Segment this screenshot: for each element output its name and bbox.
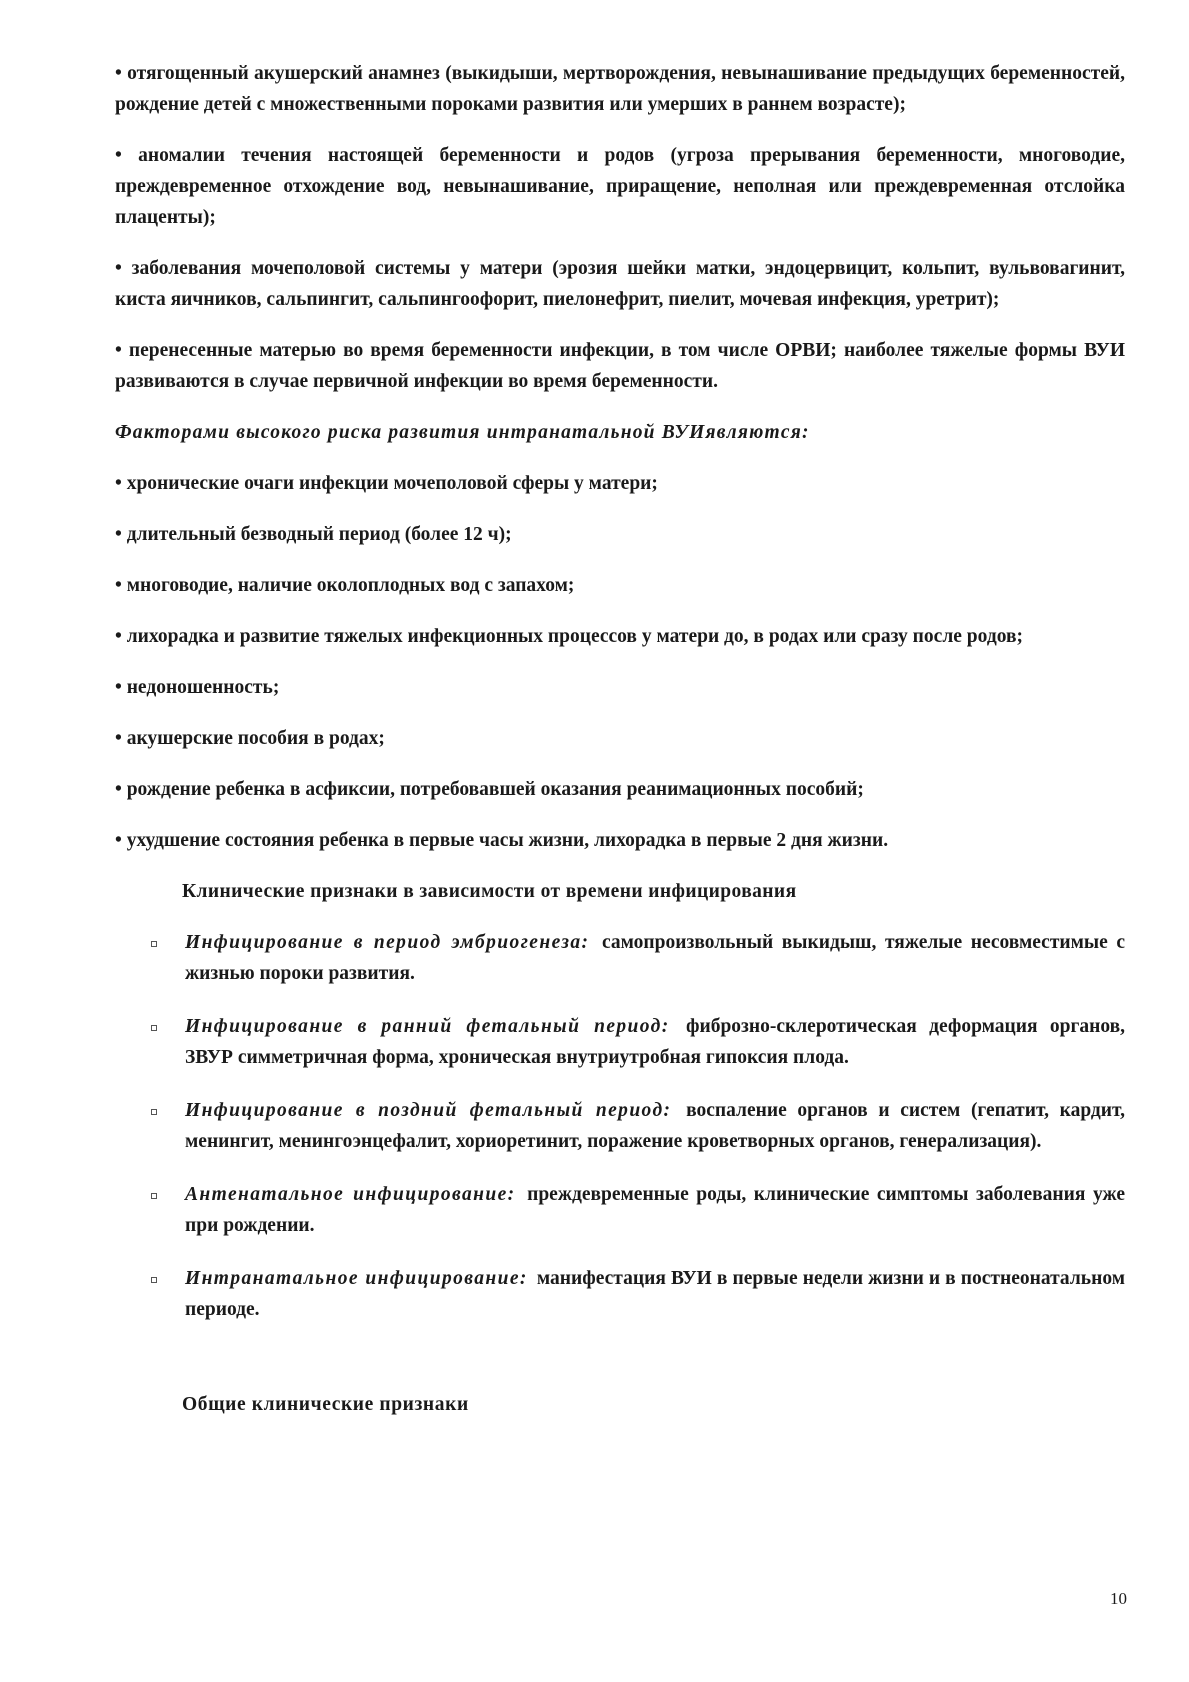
clinical-sign-desc: фиброзно-склеротическая деформация органов, ЗВУР симметричная форма, хроническая внутриутробная гипоксия плода. — [185, 1016, 1125, 1068]
intranatal-factor-item: • лихорадка и развитие тяжелых инфекционных процессов у матери до, в родах или сразу после родов; — [115, 626, 1023, 647]
clinical-sign-desc: манифестация ВУИ в первые недели жизни и в постнеонатальном периоде. — [185, 1268, 1126, 1320]
clinical-sign-text — [185, 1095, 1125, 1157]
square-bullet-icon — [151, 941, 157, 947]
risk-factor-paragraph: • отягощенный акушерский анамнез (выкидыши, мертворождения, невынашивание предыдущих беременностей, рождение детей с множественными пороками развития или умерших в раннем возрасте); — [115, 63, 1125, 115]
square-bullet-icon — [151, 1277, 157, 1283]
general-signs-heading: Общие клинические признаки — [182, 1394, 469, 1415]
clinical-sign-item — [115, 927, 1125, 989]
clinical-sign-desc: самопроизвольный выкидыш, тяжелые несовместимые с жизнью пороки развития. — [185, 932, 1126, 984]
clinical-sign-item — [115, 1095, 1125, 1157]
intranatal-factor-item: • ухудшение состояния ребенка в первые часы жизни, лихорадка в первые 2 дня жизни. — [115, 830, 889, 851]
intranatal-factor-item: • рождение ребенка в асфиксии, потребовавшей оказания реанимационных пособий; — [115, 779, 864, 800]
intranatal-factor-item: • хронические очаги инфекции мочеполовой сферы у матери; — [115, 473, 658, 494]
intranatal-intro: Факторами высокого риска развития интранатальной ВУИявляются: — [115, 422, 810, 443]
clinical-sign-lead: Инфицирование в период эмбриогенеза: — [185, 932, 590, 953]
clinical-sign-item — [115, 1179, 1125, 1241]
clinical-signs-list — [115, 927, 1125, 1325]
page-number: 10 — [1110, 1589, 1127, 1608]
square-bullet-icon — [151, 1109, 157, 1115]
clinical-sign-item — [115, 1263, 1125, 1325]
square-bullet-icon — [151, 1193, 157, 1199]
clinical-sign-lead: Антенатальное инфицирование: — [185, 1184, 516, 1205]
clinical-sign-desc: воспаление органов и систем (гепатит, кардит, менингит, менингоэнцефалит, хориоретинит, поражение кроветворных органов, генерализация). — [185, 1100, 1125, 1152]
intranatal-factor-item: • длительный безводный период (более 12 ч); — [115, 524, 512, 545]
intranatal-factor-item: • многоводие, наличие околоплодных вод с запахом; — [115, 575, 575, 596]
risk-factor-paragraph: • аномалии течения настоящей беременности и родов (угроза прерывания беременности, многоводие, преждевременное отхождение вод, невынашивание, приращение, неполная или преждевременная отслойка плаценты); — [115, 145, 1125, 228]
clinical-sign-text — [185, 1263, 1125, 1325]
clinical-sign-text — [185, 1179, 1125, 1241]
clinical-signs-heading: Клинические признаки в зависимости от времени инфицирования — [182, 881, 797, 902]
clinical-sign-desc: преждевременные роды, клинические симптомы заболевания уже при рождении. — [185, 1184, 1125, 1236]
risk-factor-paragraph: • заболевания мочеполовой системы у матери (эрозия шейки матки, эндоцервицит, кольпит, вульвовагинит, киста яичников, сальпингит, сальпингоофорит, пиелонефрит, пиелит, мочевая инфекция, уретрит); — [115, 258, 1125, 310]
clinical-sign-lead: Интранатальное инфицирование: — [185, 1268, 528, 1289]
clinical-sign-lead: Инфицирование в ранний фетальный период: — [185, 1016, 670, 1037]
clinical-sign-text — [185, 1011, 1125, 1073]
risk-factor-paragraph: • перенесенные матерью во время беременности инфекции, в том числе ОРВИ; наиболее тяжелые формы ВУИ развиваются в случае первичной инфекции во время беременности. — [115, 340, 1125, 392]
clinical-sign-text — [185, 927, 1125, 989]
square-bullet-icon — [151, 1025, 157, 1031]
clinical-sign-lead: Инфицирование в поздний фетальный период: — [185, 1100, 672, 1121]
intranatal-factor-item: • недоношенность; — [115, 677, 280, 698]
page-content — [115, 58, 1125, 1420]
intranatal-factor-item: • акушерские пособия в родах; — [115, 728, 385, 749]
clinical-sign-item — [115, 1011, 1125, 1073]
